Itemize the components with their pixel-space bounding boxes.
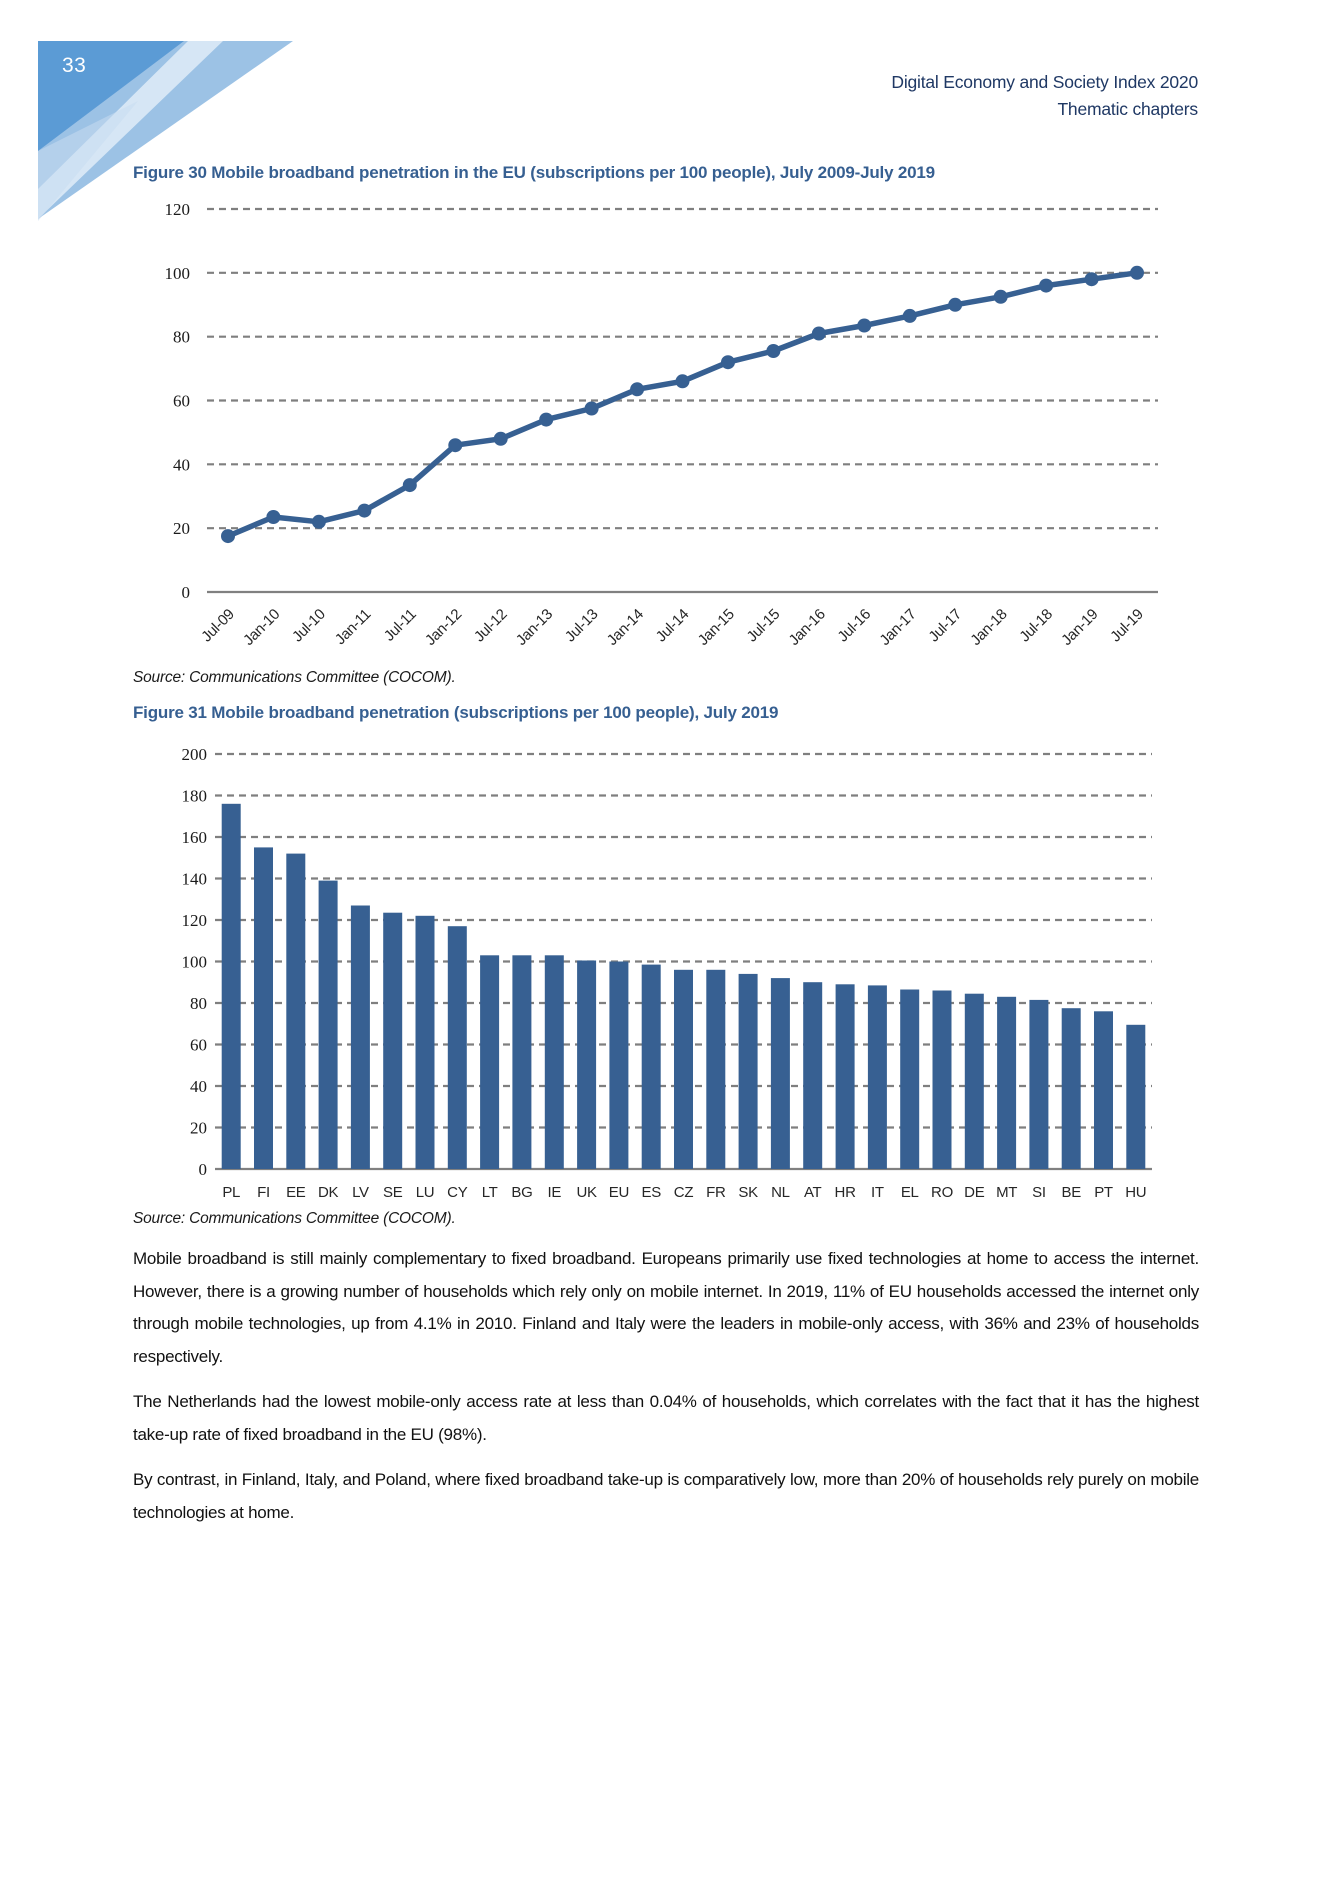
x-axis-tick-label: Jan-18: [967, 605, 1011, 649]
body-paragraph: The Netherlands had the lowest mobile-only access rate at less than 0.04% of households, which correlates with the fact that it has the highest take-up rate of fixed broadband in the EU (98%).: [133, 1392, 1199, 1444]
x-axis-tick-label: HU: [1125, 1184, 1147, 1201]
x-axis-tick-label: Jul-09: [198, 605, 238, 646]
figure31-source: Source: Communications Committee (COCOM).: [133, 1210, 456, 1227]
x-axis-tick-label: SE: [382, 1184, 403, 1201]
x-axis-tick-label: FR: [706, 1184, 726, 1201]
bar-chart-svg: [133, 735, 1199, 1215]
bar-EL: [900, 990, 919, 1170]
x-axis-tick-label: SI: [1032, 1184, 1046, 1201]
x-axis-tick-label: BG: [511, 1184, 533, 1201]
bar-EU: [609, 962, 628, 1170]
x-axis-tick-label: Jan-10: [240, 605, 284, 649]
x-axis-tick-label: Jan-11: [331, 605, 375, 649]
data-point-Jan-13: [539, 413, 553, 427]
bar-FR: [706, 970, 725, 1169]
bar-PL: [222, 804, 241, 1169]
figure31-caption: Figure 31 Mobile broadband penetration (subscriptions per 100 people), July 2019: [133, 703, 779, 722]
x-axis-tick-label: Jan-14: [603, 605, 647, 649]
x-axis-tick-label: FI: [257, 1184, 270, 1201]
data-point-Jul-18: [1039, 279, 1053, 293]
bar-HR: [836, 984, 855, 1169]
data-point-Jul-17: [948, 298, 962, 312]
data-point-Jan-16: [812, 327, 826, 341]
y-axis-tick-label: 160: [181, 828, 207, 847]
x-axis-tick-label: LT: [481, 1184, 498, 1201]
document-header: [891, 69, 1198, 123]
bar-LT: [480, 955, 499, 1169]
data-point-Jan-12: [448, 438, 462, 452]
x-axis-tick-label: Jan-16: [785, 605, 829, 649]
y-axis-tick-label: 0: [198, 1160, 207, 1179]
x-axis-tick-label: Jul-14: [652, 605, 693, 646]
y-axis-tick-label: 80: [190, 994, 207, 1013]
bar-PT: [1094, 1011, 1113, 1169]
x-axis-tick-label: AT: [803, 1184, 822, 1201]
x-axis-tick-label: CY: [447, 1184, 468, 1201]
bar-LU: [416, 916, 435, 1169]
data-point-Jul-19: [1130, 266, 1144, 280]
bar-EE: [286, 854, 305, 1169]
data-point-Jul-11: [403, 478, 417, 492]
data-point-Jan-11: [357, 504, 371, 518]
x-axis-tick-label: Jul-16: [834, 605, 875, 646]
y-axis-tick-label: 180: [181, 786, 207, 806]
x-axis-tick-label: Jul-10: [289, 605, 329, 646]
data-point-Jul-09: [221, 529, 235, 543]
bar-ES: [642, 965, 661, 1169]
x-axis-tick-label: Jul-17: [925, 605, 966, 646]
x-axis-tick-label: DK: [317, 1184, 339, 1201]
data-point-Jan-18: [994, 290, 1008, 304]
bar-CZ: [674, 970, 693, 1169]
figure31-bar-chart: [133, 735, 1199, 1215]
data-point-Jul-15: [766, 344, 780, 358]
data-point-Jan-14: [630, 382, 644, 396]
bar-BE: [1062, 1008, 1081, 1169]
x-axis-tick-label: Jul-18: [1016, 605, 1056, 646]
x-axis-tick-label: DE: [964, 1184, 985, 1201]
x-axis-tick-label: CZ: [673, 1184, 694, 1201]
x-axis-tick-label: PT: [1094, 1184, 1113, 1201]
y-axis-tick-label: 20: [190, 1118, 207, 1138]
data-point-Jul-14: [676, 374, 690, 388]
x-axis-tick-label: MT: [996, 1184, 1018, 1201]
y-axis-tick-label: 60: [173, 391, 190, 411]
x-axis-tick-label: Jul-19: [1107, 605, 1147, 646]
body-text: [133, 1243, 1199, 1542]
x-axis-tick-label: NL: [771, 1184, 790, 1201]
x-axis-tick-label: IE: [547, 1184, 562, 1201]
x-axis-tick-label: Jul-15: [743, 605, 784, 646]
x-axis-tick-label: Jan-13: [512, 605, 557, 649]
bar-FI: [254, 847, 273, 1169]
x-axis-tick-label: RO: [931, 1184, 953, 1201]
y-axis-tick-label: 140: [181, 869, 207, 889]
x-axis-tick-label: BE: [1061, 1184, 1081, 1201]
x-axis-tick-label: EU: [608, 1184, 630, 1201]
data-point-Jul-10: [312, 515, 326, 529]
line-chart-svg: [133, 195, 1199, 665]
data-point-Jan-10: [266, 510, 280, 524]
header-line-2: Thematic chapters: [1057, 99, 1198, 119]
x-axis-tick-label: Jul-13: [561, 605, 602, 646]
bar-MT: [997, 997, 1016, 1169]
y-axis-tick-label: 40: [190, 1077, 207, 1096]
x-axis-tick-label: HR: [834, 1184, 856, 1201]
x-axis-tick-label: Jan-19: [1058, 605, 1102, 649]
y-axis-tick-label: 120: [164, 200, 190, 219]
bar-IE: [545, 955, 564, 1169]
body-paragraph: Mobile broadband is still mainly complementary to fixed broadband. Europeans primarily use fixed technologies at home to access the internet. However, there is a growing number of households which rely only on mobile internet. In 2019, 11% of EU households accessed the internet only through mobile technologies, up from 4.1% in 2010. Finland and Italy were the leaders in mobile-only access, with 36% and 23% of households respectively.: [133, 1249, 1199, 1366]
bar-DE: [965, 994, 984, 1169]
data-point-Jul-12: [494, 432, 508, 446]
bar-SE: [383, 913, 402, 1169]
bar-CY: [448, 926, 467, 1169]
data-point-Jan-19: [1085, 272, 1099, 286]
y-axis-tick-label: 100: [181, 952, 207, 972]
bar-HU: [1126, 1025, 1145, 1169]
x-axis-tick-label: Jul-11: [380, 605, 420, 645]
data-point-Jul-13: [585, 402, 599, 416]
y-axis-tick-label: 60: [190, 1035, 207, 1055]
x-axis-tick-label: Jan-12: [421, 605, 466, 649]
y-axis-tick-label: 80: [173, 327, 190, 347]
bar-UK: [577, 961, 596, 1170]
x-axis-tick-label: Jan-15: [694, 605, 738, 649]
bar-NL: [771, 978, 790, 1169]
bar-SK: [739, 974, 758, 1169]
y-axis-tick-label: 40: [173, 455, 190, 475]
bar-DK: [319, 881, 338, 1169]
figure30-caption: Figure 30 Mobile broadband penetration in the EU (subscriptions per 100 people), July 2009-July 2019: [133, 163, 935, 182]
figure30-source: Source: Communications Committee (COCOM).: [133, 669, 456, 686]
y-axis-tick-label: 100: [164, 263, 190, 283]
x-axis-tick-label: SK: [738, 1184, 758, 1201]
data-point-Jul-16: [857, 319, 871, 333]
bar-BG: [512, 955, 531, 1169]
bar-IT: [868, 985, 887, 1169]
figure30-line-chart: [133, 195, 1199, 665]
y-axis-tick-label: 200: [181, 745, 207, 764]
x-axis-tick-label: EE: [286, 1184, 306, 1201]
bar-SI: [1029, 1000, 1048, 1169]
x-axis-tick-label: EL: [900, 1184, 919, 1201]
line-series: [228, 273, 1137, 536]
bar-RO: [933, 991, 952, 1170]
x-axis-tick-label: UK: [576, 1184, 597, 1201]
x-axis-tick-label: Jan-17: [876, 605, 920, 649]
x-axis-tick-label: Jul-12: [470, 605, 511, 646]
page-number: 33: [62, 54, 87, 77]
y-axis-tick-label: 120: [181, 911, 207, 930]
data-point-Jan-17: [903, 309, 917, 323]
x-axis-tick-label: ES: [641, 1184, 661, 1201]
data-point-Jan-15: [721, 355, 735, 369]
x-axis-tick-label: IT: [871, 1184, 884, 1201]
bar-LV: [351, 906, 370, 1170]
y-axis-tick-label: 0: [181, 583, 190, 602]
x-axis-tick-label: LU: [415, 1184, 435, 1201]
body-paragraph: By contrast, in Finland, Italy, and Poland, where fixed broadband take-up is comparatively low, more than 20% of households rely purely on mobile technologies at home.: [133, 1470, 1199, 1522]
header-line-1: Digital Economy and Society Index 2020: [891, 72, 1198, 92]
bar-AT: [803, 982, 822, 1169]
y-axis-tick-label: 20: [173, 519, 190, 539]
x-axis-tick-label: LV: [352, 1184, 369, 1201]
x-axis-tick-label: PL: [222, 1184, 241, 1201]
